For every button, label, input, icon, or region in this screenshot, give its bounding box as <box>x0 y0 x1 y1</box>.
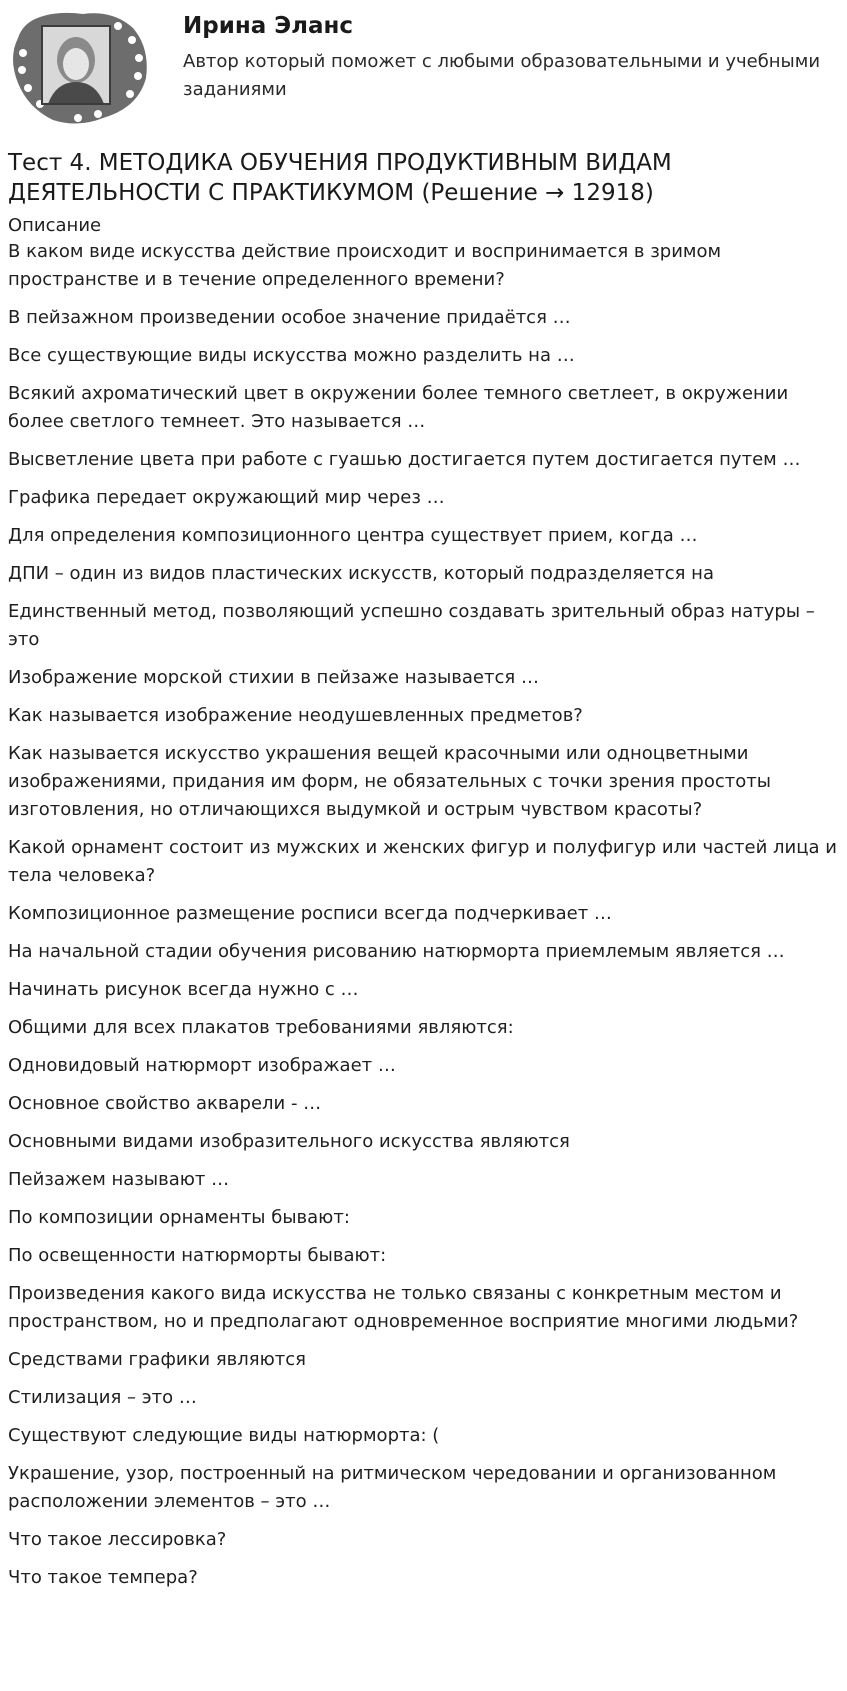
question-item: Основными видами изобразительного искусства являются <box>8 1131 570 1152</box>
question-item: Основное свойство акварели - … <box>8 1093 322 1114</box>
question-item: Какой орнамент состоит из мужских и женских фигур и полуфигур или частей лица и тела человека? <box>8 837 837 886</box>
author-avatar[interactable] <box>8 8 150 128</box>
question-item: Стилизация – это … <box>8 1387 197 1408</box>
question-item: Единственный метод, позволяющий успешно создавать зрительный образ натуры – это <box>8 601 815 650</box>
question-item: Как называется изображение неодушевленных предметов? <box>8 705 583 726</box>
question-item: Начинать рисунок всегда нужно с … <box>8 979 359 1000</box>
question-item: ДПИ – один из видов пластических искусств, который подразделяется на <box>8 563 714 584</box>
author-block <box>0 0 847 138</box>
question-item: Высветление цвета при работе с гуашью достигается путем достигается путем … <box>8 449 801 470</box>
question-item: По композиции орнаменты бывают: <box>8 1207 350 1228</box>
question-item: Украшение, узор, построенный на ритмическом чередовании и организованном расположении элементов – это … <box>8 1463 777 1512</box>
question-item: В каком виде искусства действие происходит и воспринимается в зримом пространстве и в течение определенного времени? <box>8 241 722 290</box>
question-item: По освещенности натюрморты бывают: <box>8 1245 387 1266</box>
question-item: Для определения композиционного центра существует прием, когда … <box>8 525 698 546</box>
question-item: Все существующие виды искусства можно разделить на … <box>8 345 575 366</box>
question-list <box>0 238 847 1592</box>
question-item: Произведения какого вида искусства не только связаны с конкретным местом и пространством, но и предполагают одновременное восприятие многими людьми? <box>8 1283 799 1332</box>
avatar-image <box>8 8 150 128</box>
question-item: На начальной стадии обучения рисованию натюрморта приемлемым является … <box>8 941 785 962</box>
question-item: Графика передает окружающий мир через … <box>8 487 445 508</box>
question-item: Композиционное размещение росписи всегда подчеркивает … <box>8 903 612 924</box>
author-description: Автор который поможет с любыми образовательными и учебными заданиями <box>183 51 821 100</box>
question-item: Средствами графики являются <box>8 1349 306 1370</box>
question-item: Что такое лессировка? <box>8 1529 227 1550</box>
author-name[interactable]: Ирина Эланс <box>183 13 354 39</box>
question-item: Одновидовый натюрморт изображает … <box>8 1055 396 1076</box>
question-item: Что такое темпера? <box>8 1567 198 1588</box>
description-label: Описание <box>8 215 102 236</box>
question-item: Всякий ахроматический цвет в окружении более темного светлеет, в окружении более светлого темнеет. Это называется … <box>8 383 789 432</box>
question-item: Пейзажем называют … <box>8 1169 230 1190</box>
question-item: Изображение морской стихии в пейзаже называется … <box>8 667 539 688</box>
question-item: Общими для всех плакатов требованиями являются: <box>8 1017 514 1038</box>
question-item: В пейзажном произведении особое значение придаётся … <box>8 307 571 328</box>
question-item: Как называется искусство украшения вещей красочными или одноцветными изображениями, придания им форм, не обязательных с точки зрения простоты изготовления, но отличающихся выдумкой и острым чувством красоты? <box>8 743 771 820</box>
question-item: Существуют следующие виды натюрморта: ( <box>8 1425 440 1446</box>
test-title: Тест 4. МЕТОДИКА ОБУЧЕНИЯ ПРОДУКТИВНЫМ ВИДАМ ДЕЯТЕЛЬНОСТИ С ПРАКТИКУМОМ (Решение → 12918) <box>8 150 672 206</box>
